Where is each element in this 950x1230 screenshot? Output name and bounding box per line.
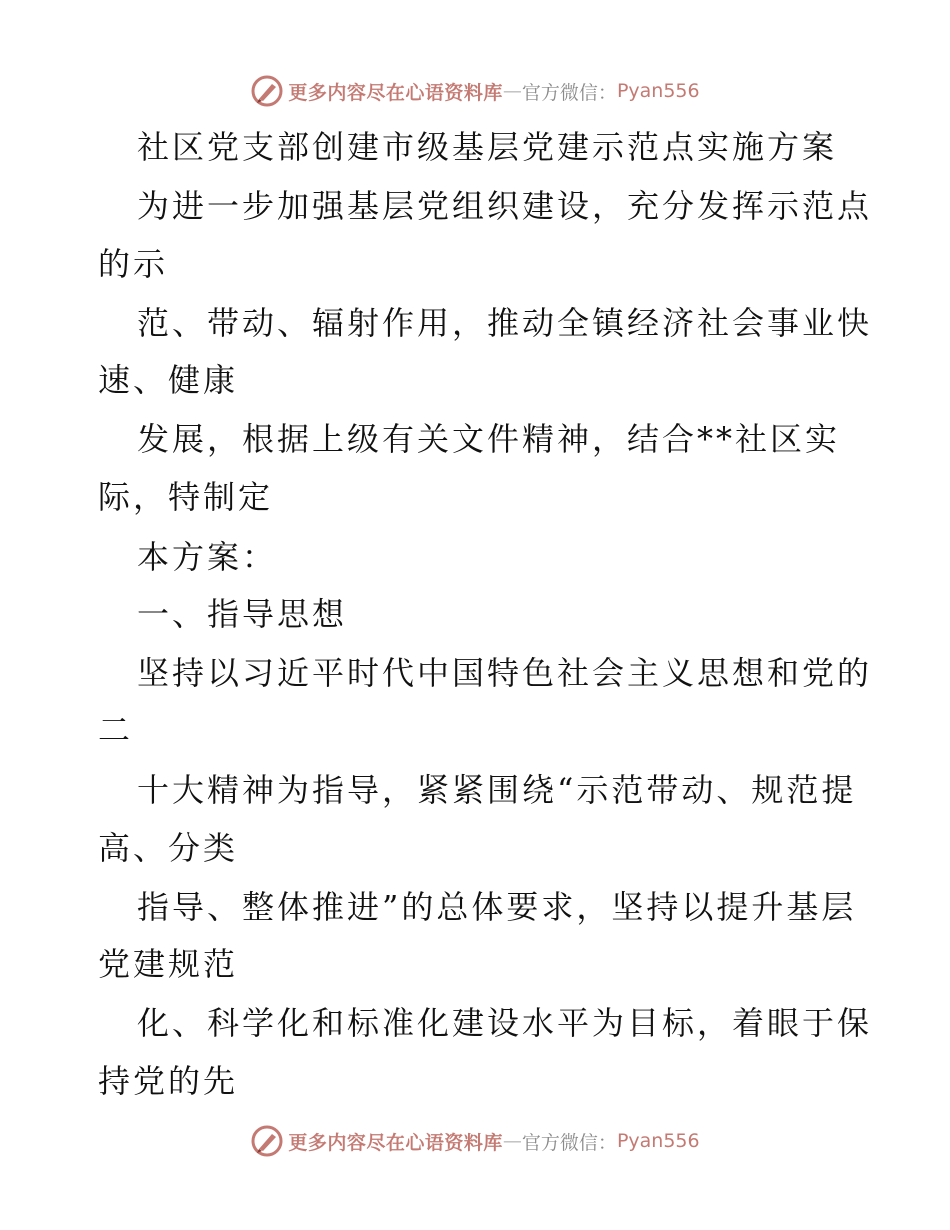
text-line: 持党的先 [98,1062,239,1100]
header-banner [0,71,950,111]
text-line: 指导、整体推进”的总体要求，坚持以提升基层 [137,888,857,926]
banner-text: 更多内容尽在心语资料库 [288,81,503,104]
section-heading: 一、指导思想 [137,595,348,633]
document-title: 社区党支部创建市级基层党建示范点实施方案 [137,128,838,166]
text-line: 发展，根据上级有关文件精神，结合**社区实 [137,420,841,458]
banner-separator: — [502,1130,522,1152]
text-line: 的示 [98,245,169,283]
pen-logo-icon [250,74,284,108]
text-line: 高、分类 [98,829,239,867]
text-line: 化、科学化和标准化建设水平为目标，着眼于保 [137,1004,873,1042]
banner-label: 官方微信： [521,81,617,104]
banner-label: 官方微信： [521,1131,617,1154]
text-line: 本方案： [137,538,278,576]
text-line: 坚持以习近平时代中国特色社会主义思想和党的 [137,654,873,692]
text-line: 范、带动、辐射作用，推动全镇经济社会事业快 [137,304,873,342]
banner-text: 更多内容尽在心语资料库 [288,1131,503,1154]
banner-wechat-id: Pyan556 [616,80,700,102]
pen-logo-icon [250,1124,284,1158]
text-line: 速、健康 [98,361,239,399]
banner-separator: — [502,80,522,102]
text-line: 际，特制定 [98,478,274,516]
footer-banner [0,1121,950,1161]
text-line: 二 [98,711,134,749]
text-line: 党建规范 [98,945,239,983]
text-line: 十大精神为指导，紧紧围绕“示范带动、规范提 [137,771,857,809]
text-line: 为进一步加强基层党组织建设，充分发挥示范点 [137,187,873,225]
banner-wechat-id: Pyan556 [616,1130,700,1152]
